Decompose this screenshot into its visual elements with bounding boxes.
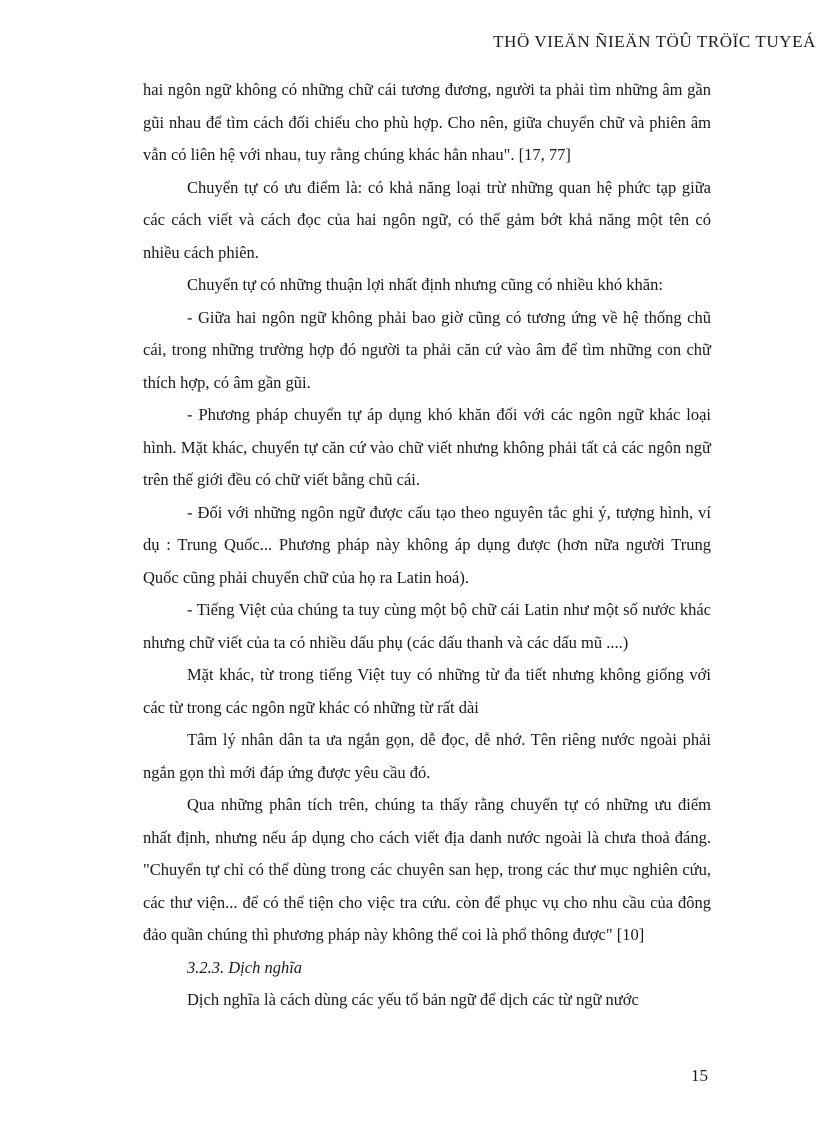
paragraph: - Đối với những ngôn ngữ được cấu tạo theo nguyên tắc ghi ý, tượng hình, ví dụ : Trung Quốc... Phương pháp này không áp dụng được (hơn nữa người Trung Quốc cũng phải chuyển chữ của họ ra Latin hoá). xyxy=(143,502,711,587)
page-header: THÖ VIEÄN ÑIEÄN TÖÛ TRÖÏC TUYEÁ xyxy=(493,32,816,51)
paragraph: hai ngôn ngữ không có những chữ cái tương đương, người ta phải tìm những âm gần gũi nhau để tìm cách đối chiếu cho phù hợp. Cho nên, giữa chuyển chữ và phiên âm vẫn có liên hệ với nhau, tuy rằng chúng khác hẳn nhau". [17, 77] xyxy=(143,80,711,164)
paragraph: - Giữa hai ngôn ngữ không phải bao giờ cũng có tương ứng về hệ thống chũ cái, trong những trường hợp đó người ta phải căn cứ vào âm để tìm những con chữ thích hợp, có âm gần gũi. xyxy=(143,307,711,392)
paragraph: Tâm lý nhân dân ta ưa ngắn gọn, dễ đọc, dễ nhớ. Tên riêng nước ngoài phải ngắn gọn thì mới đáp ứng được yêu cầu đó. xyxy=(143,730,711,782)
paragraph: Chuyển tự có những thuận lợi nhất định nhưng cũng có nhiều khó khăn: xyxy=(187,275,663,294)
section-heading: 3.2.3. Dịch nghĩa xyxy=(187,957,303,977)
page-number: 15 xyxy=(691,1066,708,1085)
paragraph: - Tiếng Việt của chúng ta tuy cùng một bộ chữ cái Latin như một số nước khác nhưng chữ viết của ta có nhiều dấu phụ (các dấu thanh và các dấu mũ ....) xyxy=(143,600,711,652)
paragraph: Mặt khác, từ trong tiếng Việt tuy có những từ đa tiết nhưng không giống với các từ trong các ngôn ngữ khác có những từ rất dài xyxy=(143,665,711,717)
document-body xyxy=(143,74,711,1017)
paragraph: Dịch nghĩa là cách dùng các yếu tố bản ngữ để dịch các từ ngữ nước xyxy=(187,990,639,1009)
paragraph: Chuyển tự có ưu điểm là: có khả năng loại trừ những quan hệ phức tạp giữa các cách viết và cách đọc của hai ngôn ngữ, có thể gảm bớt khả năng một tên có nhiều cách phiên. xyxy=(143,177,711,262)
paragraph: - Phương pháp chuyển tự áp dụng khó khăn đối với các ngôn ngữ khác loại hình. Mặt khác, chuyển tự căn cứ vào chữ viết nhưng không phải tất cả các ngôn ngữ trên thế giới đều có chữ viết bằng chũ cái. xyxy=(143,405,711,489)
paragraph: Qua những phân tích trên, chúng ta thấy rằng chuyển tự có những ưu điểm nhất định, nhưng nếu áp dụng cho cách viết địa danh nước ngoài là chưa thoả đáng. "Chuyển tự chỉ có thể dùng trong các chuyên san hẹp, trong các thư mục nghiên cứu, các thư viện... để có thể tiện cho việc tra cứu. còn để phục vụ cho nhu cầu của đông đảo quần chúng thì phương pháp này không thể coi là phổ thông được" [10] xyxy=(143,795,711,944)
